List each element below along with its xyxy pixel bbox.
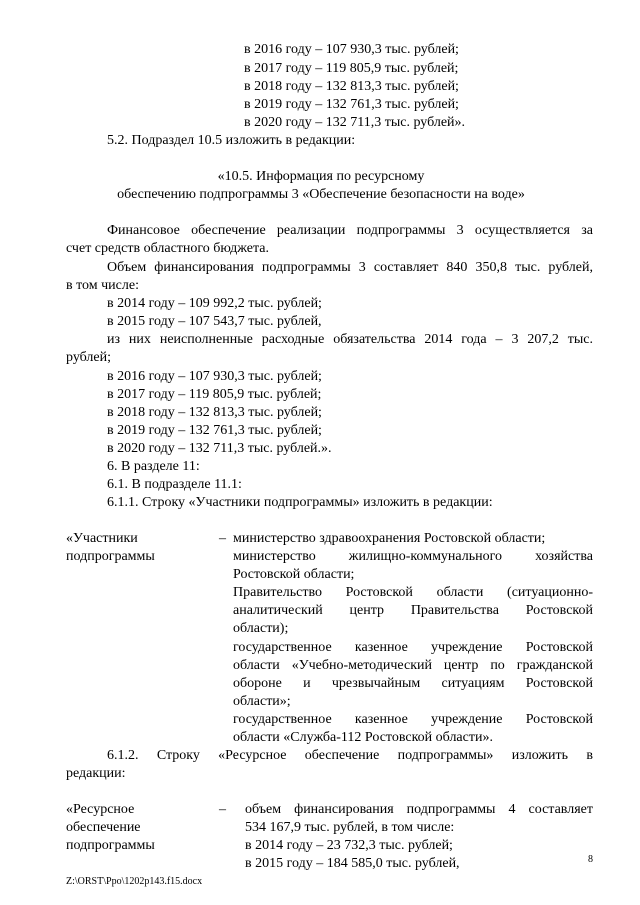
top-list-item: в 2019 году – 132 761,3 тыс. рублей; — [244, 97, 459, 112]
participant-line: области»; — [233, 694, 291, 709]
year-2014-line: в 2014 году – 109 992,2 тыс. рублей; — [107, 296, 322, 311]
resources-line: в 2015 году – 184 585,0 тыс. рублей, — [245, 856, 460, 871]
year-line: в 2019 году – 132 761,3 тыс. рублей; — [107, 423, 322, 438]
top-list-item: в 2018 году – 132 813,3 тыс. рублей; — [244, 79, 459, 94]
resources-line: объем финансирования подпрограммы 4 составляет — [245, 802, 593, 817]
year-line: в 2020 году – 132 711,3 тыс. рублей.». — [107, 441, 332, 456]
year-line: в 2018 году – 132 813,3 тыс. рублей; — [107, 405, 322, 420]
resources-dash: – — [219, 802, 226, 817]
participant-line: области «Служба-112 Ростовской области». — [233, 730, 493, 745]
financing-paragraph-line: Финансовое обеспечение реализации подпрограммы 3 осуществляется за — [107, 223, 593, 238]
section-heading-line1: «10.5. Информация по ресурсному — [217, 169, 425, 184]
section-6-1-2: редакции: — [66, 766, 126, 781]
participant-line: Ростовской области; — [233, 567, 355, 582]
participant-line: обороне и чрезвычайным ситуациям Ростовской — [233, 676, 593, 691]
section-6: 6. В разделе 11: — [107, 459, 200, 474]
top-list-item: в 2016 году – 107 930,3 тыс. рублей; — [244, 42, 459, 57]
unfulfilled-obligations-line: рублей; — [66, 350, 111, 365]
year-line: в 2017 году – 119 805,9 тыс. рублей; — [107, 387, 322, 402]
participant-line: области); — [233, 621, 289, 636]
participants-label: «Участники — [66, 531, 138, 546]
file-path: Z:\ORST\Ppo\1202p143.f15.docx — [66, 876, 203, 887]
resources-label: обеспечение — [66, 820, 141, 835]
resources-line: 534 167,9 тыс. рублей, в том числе: — [245, 820, 455, 835]
resources-label: подпрограммы — [66, 838, 155, 853]
unfulfilled-obligations-line: из них неисполненные расходные обязательства 2014 года – 3 207,2 тыс. — [107, 332, 593, 347]
section-6-1-2: 6.1.2. Строку «Ресурсное обеспечение подпрограммы» изложить в — [107, 748, 593, 763]
volume-paragraph-line: в том числе: — [66, 278, 139, 293]
top-list-item: в 2020 году – 132 711,3 тыс. рублей». — [244, 115, 466, 130]
participant-line: министерство жилищно-коммунального хозяйства — [233, 549, 593, 564]
section-6-1-1: 6.1.1. Строку «Участники подпрограммы» изложить в редакции: — [107, 495, 493, 510]
participant-line: Правительство Ростовской области (ситуационно- — [233, 585, 593, 600]
volume-paragraph-line: Объем финансирования подпрограммы 3 составляет 840 350,8 тыс. рублей, — [107, 260, 593, 275]
year-line: в 2016 году – 107 930,3 тыс. рублей; — [107, 369, 322, 384]
participant-line: министерство здравоохранения Ростовской области; — [233, 531, 546, 546]
page-number: 8 — [588, 854, 593, 865]
participant-line: аналитический центр Правительства Ростовской — [233, 603, 593, 618]
year-2015-line: в 2015 году – 107 543,7 тыс. рублей, — [107, 314, 322, 329]
resources-line: в 2014 году – 23 732,3 тыс. рублей; — [245, 838, 453, 853]
participant-line: государственное казенное учреждение Ростовской — [233, 640, 593, 655]
top-list-item: в 2017 году – 119 805,9 тыс. рублей; — [244, 61, 459, 76]
financing-paragraph-line: счет средств областного бюджета. — [66, 241, 270, 256]
section-6-1: 6.1. В подразделе 11.1: — [107, 477, 242, 492]
participants-label: подпрограммы — [66, 549, 155, 564]
resources-label: «Ресурсное — [66, 802, 135, 817]
section-heading-line2: обеспечению подпрограммы 3 «Обеспечение безопасности на воде» — [117, 187, 525, 202]
participants-dash: – — [219, 531, 226, 546]
item-5-2: 5.2. Подраздел 10.5 изложить в редакции: — [107, 133, 356, 148]
participant-line: области «Учебно-методический центр по гражданской — [233, 658, 593, 673]
participant-line: государственное казенное учреждение Ростовской — [233, 712, 593, 727]
